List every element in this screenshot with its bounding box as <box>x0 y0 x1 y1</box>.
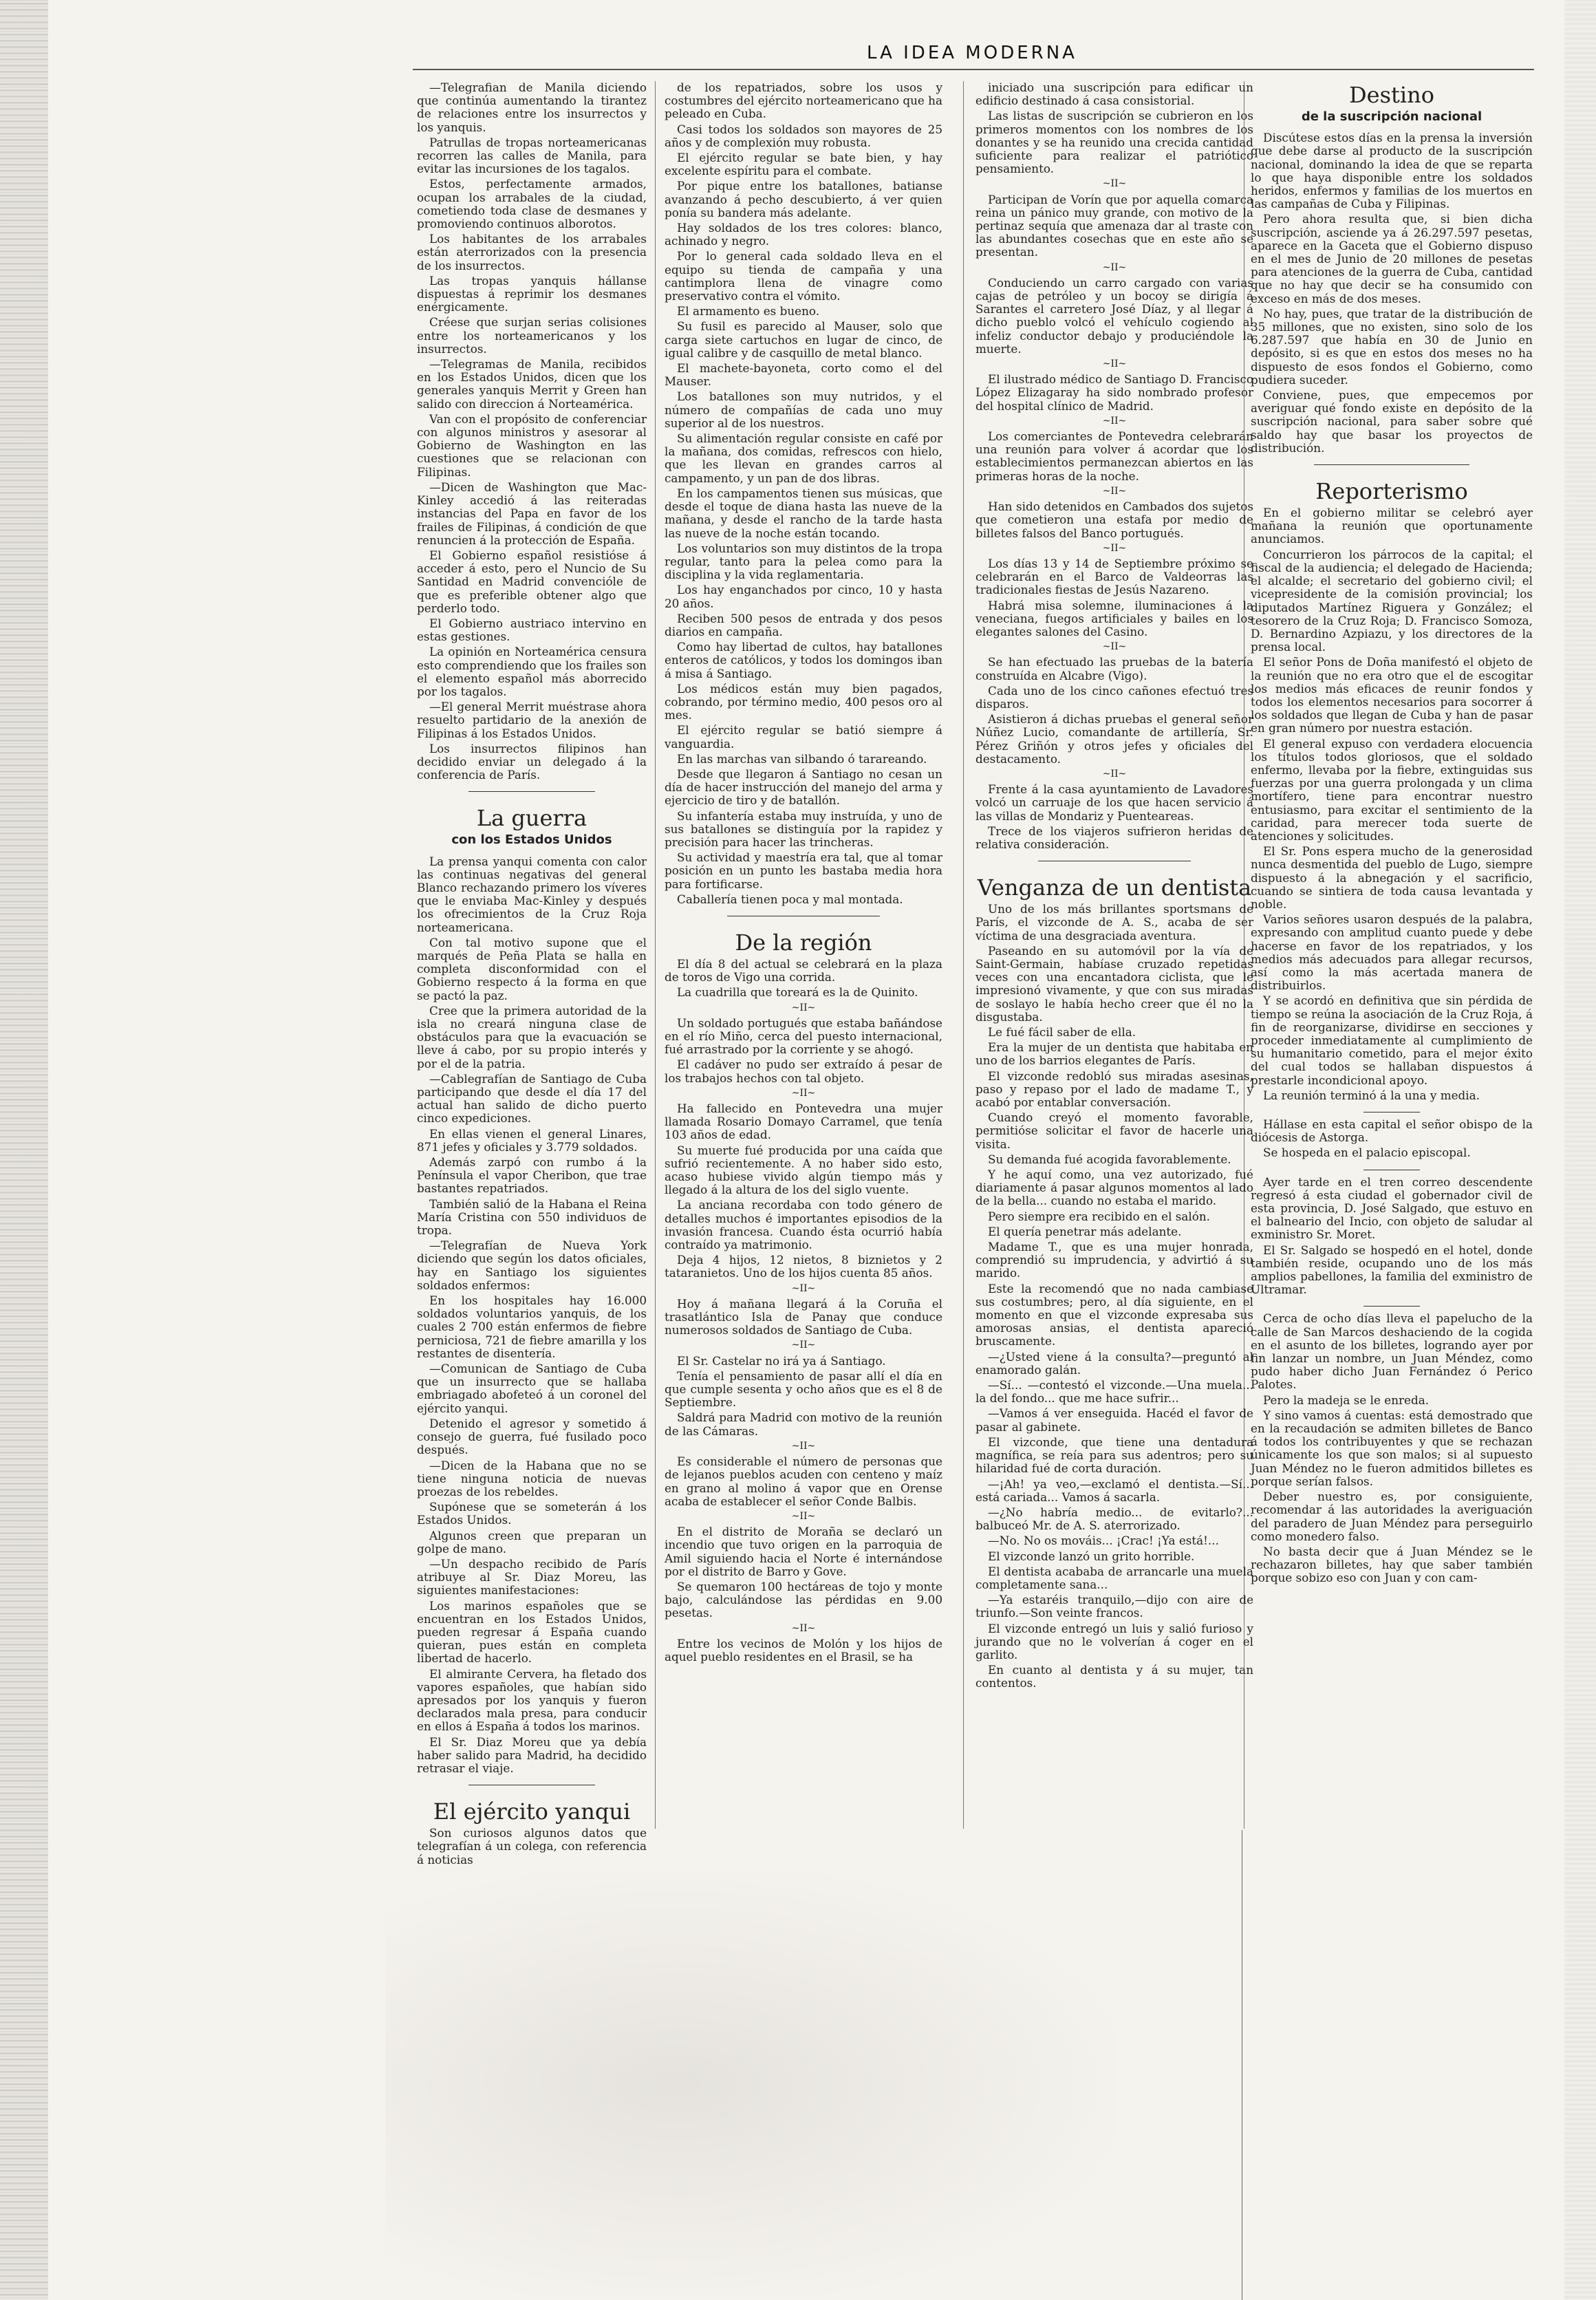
paragraph: Ha fallecido en Pontevedra una mujer llamada Rosario Domayo Carramel, que tenía 103 años de edad. <box>665 1101 942 1142</box>
paragraph: El quería penetrar más adelante. <box>988 1224 1182 1238</box>
paragraph: Madame T., que es una mujer honrada, comprendió su imprudencia, y advirtió á su marido. <box>975 1240 1253 1280</box>
paragraph: —¡Ah! ya veo,—exclamó el dentista.—Sí... está cariada... Vamos á sacarla. <box>975 1476 1253 1504</box>
column-rule-2 <box>963 81 964 1829</box>
paragraph: Su fusil es parecido al Mauser, solo que carga siete cartuchos en lugar de cinco, de igual calibre y de casquillo de metal blanco. <box>665 319 942 360</box>
paragraph: Cerca de ocho días lleva el papelucho de la calle de San Marcos deshaciendo de la cogida en el asunto de los billetes, logrando ayer por fin lanzar un nombre, un Juan Méndez, como pudo haber dicho Juan Fernández ó Perico Palotes. <box>1251 1311 1533 1392</box>
paragraph: En los hospitales hay 16.000 soldados voluntarios yanquis, de los cuales 2 700 están enfermos de fiebre perniciosa, 721 de fiebre amarilla y los restantes de disentería. <box>417 1293 647 1360</box>
paragraph: iniciado una suscripción para edificar un edificio destinado á casa consistorial. <box>975 80 1253 108</box>
column-3 <box>975 81 1253 1829</box>
paragraph: En los campamentos tienen sus músicas, que desde el toque de diana hasta las nueve de la mañana, y desde el rancho de la tarde hasta las nueve de la noche están tocando. <box>665 486 942 540</box>
paragraph: Pero ahora resulta que, si bien dicha suscripción, asciende ya á 26.297.597 pesetas, aparece en la Gaceta que el Gobierno dispuso en el mes de Junio de 20 millones de pesetas para atenciones de la guerra de Cuba, cantidad que no hay que decir se ha consumido con exceso en más de dos meses. <box>1251 212 1533 305</box>
paragraph: Conduciendo un carro cargado con varias cajas de petróleo y un bocoy se dirigía á Sarantes el carretero José Díaz, y al llegar á dicho pueblo volcó el vehículo cogiendo al infeliz conductor debajo y produciéndole la muerte. <box>975 275 1253 356</box>
paragraph: de los repatriados, sobre los usos y costumbres del ejército norteamericano que ha peleado en Cuba. <box>665 80 942 121</box>
section-heading-reporterismo: Reporterismo <box>1315 478 1468 505</box>
paragraph: En ellas vienen el general Linares, 871 jefes y oficiales y 3.779 soldados. <box>417 1126 647 1154</box>
paragraph: Se hospeda en el palacio episcopal. <box>1263 1146 1471 1160</box>
paragraph: Saldrá para Madrid con motivo de la reunión de las Cámaras. <box>665 1410 942 1438</box>
paragraph: Caballería tienen poca y mal montada. <box>677 892 903 906</box>
section-heading-de-la-region: De la región <box>735 929 872 956</box>
paragraph: Van con el propósito de conferenciar con algunos ministros y asesorar al Gobierno de Washington en las cuestiones que se relacionan con Filipinas. <box>417 411 647 479</box>
paragraph: Hay soldados de los tres colores: blanco, achinado y negro. <box>665 221 942 248</box>
column-4 <box>1251 81 1533 1829</box>
paragraph: Por lo general cada soldado lleva en el equipo su tienda de campaña y una cantimplora llena de vinagre como preservativo contra el vómito. <box>665 249 942 303</box>
paragraph: El día 8 del actual se celebrará en la plaza de toros de Vigo una corrida. <box>665 956 942 985</box>
ornament-separator: ~II~ <box>791 1440 816 1452</box>
ornament-separator: ~II~ <box>1102 358 1127 370</box>
paragraph: Y sino vamos á cuentas: está demostrado que en la recaudación se admiten billetes de Banco á todos los contribuyentes y que se rechazan únicamente los que son malos; si al supuesto Juan Méndez no le fueron admitidos billetes es porque serían falsos. <box>1251 1408 1533 1488</box>
paragraph: Discútese estos días en la prensa la inversión que debe darse al producto de la suscripción nacional, dominando la idea de que se reparta lo que haya disponible entre los soldados heridos, enfermos y familias de los muertos en las campañas de Cuba y Filipinas. <box>1251 131 1533 211</box>
paragraph: Su actividad y maestría era tal, que al tomar posición en un punto les bastaba media hora para fortificarse. <box>665 850 942 891</box>
paragraph: El vizconde lanzó un grito horrible. <box>988 1549 1195 1563</box>
paragraph: Un soldado portugués que estaba bañándose en el río Miño, cerca del puesto internacional, fué arrastrado por la corriente y se ahogó. <box>665 1015 942 1057</box>
paragraph: Los marinos españoles que se encuentran en los Estados Unidos, pueden regresar á España cuando quieran, pues están en completa libertad de hacerlo. <box>417 1598 647 1666</box>
paragraph: El cadáver no pudo ser extraído á pesar de los trabajos hechos con tal objeto. <box>665 1057 942 1085</box>
paragraph: Le fué fácil saber de ella. <box>988 1025 1136 1039</box>
section-subheading: con los Estados Unidos <box>451 832 612 848</box>
paragraph: Era la mujer de un dentista que habitaba en uno de los barrios elegantes de París. <box>975 1040 1253 1068</box>
paragraph: Conviene, pues, que empecemos por averiguar qué fondo existe en depósito de la suscripción nacional, para saber sobre qué saldo hay que basar los proyectos de distribución. <box>1251 388 1533 455</box>
paragraph: En el gobierno militar se celebró ayer mañana la reunión que oportunamente anunciamos. <box>1251 506 1533 546</box>
paragraph: Su alimentación regular consiste en café por la mañana, dos comidas, refrescos con hielo, que les llevan en grandes carros al campamento, y un pan de dos libras. <box>665 431 942 485</box>
paragraph: Trece de los viajeros sufrieron heridas de relativa consideración. <box>975 824 1253 851</box>
paragraph: El dentista acababa de arrancarle una muela completamente sana... <box>975 1564 1253 1591</box>
paragraph: Se quemaron 100 hectáreas de tojo y monte bajo, calculándose las pérdidas en 9.00 pesetas. <box>665 1579 942 1620</box>
paragraph: —¿No habría medio... de evitarlo?... balbuceó Mr. de A. S. aterrorizado. <box>975 1505 1253 1533</box>
paragraph: Cada uno de los cinco cañones efectuó tres disparos. <box>975 683 1253 711</box>
paragraph: Como hay libertad de cultos, hay batallones enteros de católicos, y todos los domingos iban á misa á Santiago. <box>665 640 942 680</box>
ornament-separator: ~II~ <box>791 1087 816 1099</box>
ornament-separator: ~II~ <box>1102 542 1127 554</box>
section-heading-destino: Destino <box>1349 82 1434 108</box>
paragraph: Su demanda fué acogida favorablemente. <box>988 1152 1231 1166</box>
paragraph: —Dicen de Washington que Mac-Kinley accedió á las reiteradas instancias del Papa en favor de los frailes de Filipinas, á condición de que renuncien á la protección de España. <box>417 480 647 547</box>
ornament-separator: ~II~ <box>1102 415 1127 427</box>
paragraph: Estos, perfectamente armados, ocupan los arrabales de la ciudad, cometiendo toda clase de desmanes y promoviendo continuos alborotos. <box>417 177 647 231</box>
paragraph: —Vamos á ver enseguida. Hacéd el favor de pasar al gabinete. <box>975 1406 1253 1434</box>
ornament-separator: ~II~ <box>1102 768 1127 780</box>
paragraph: El Gobierno español resistióse á acceder á esto, pero el Nuncio de Su Santidad en Madrid convencióle de que es preferible obtener algo que perderlo todo. <box>417 548 647 615</box>
paragraph: La opinión en Norteamérica censura esto comprendiendo que los frailes son el elemento español más aborrecido por los tagalos. <box>417 645 647 698</box>
paragraph: Además zarpó con rumbo á la Península el vapor Cheribon, que trae bastantes repatriados. <box>417 1155 647 1196</box>
paragraph: El Sr. Salgado se hospedó en el hotel, donde también reside, ocupando uno de los más amplios pabellones, la familia del exministro de Ultramar. <box>1251 1243 1533 1297</box>
paragraph: El ilustrado médico de Santiago D. Francisco López Elizagaray ha sido nombrado profesor del hospital clínico de Madrid. <box>975 372 1253 413</box>
section-divider <box>468 791 595 792</box>
paragraph: Son curiosos algunos datos que telegrafían á un colega, con referencia á noticias <box>417 1826 647 1867</box>
paragraph: Los insurrectos filipinos han decidido enviar un delegado á la conferencia de París. <box>417 741 647 782</box>
paragraph: El Sr. Castelar no irá ya á Santiago. <box>677 1353 886 1368</box>
paragraph: En el distrito de Moraña se declaró un incendio que tuvo origen en la parroquia de Amil siguiendo hacia el Norte é internándose por el distrito de Barro y Gove. <box>665 1525 942 1578</box>
paragraph: No basta decir que á Juan Méndez se le rechazaron billetes, hay que saber también porque sobizo eso con Juan y con cam- <box>1251 1544 1533 1585</box>
paragraph: —Telegramas de Manila, recibidos en los Estados Unidos, dicen que los generales yanquis Merrit y Green han salido con direccion á Norteamérica. <box>417 357 647 411</box>
paragraph: Y he aquí como, una vez autorizado, fué diariamente á pasar algunos momentos al lado de la bella... cuando no estaba el marido. <box>975 1168 1253 1208</box>
paragraph: El vizconde redobló sus miradas asesinas, paso y repaso por el lado de madame T., y acabó por entablar conversación. <box>975 1068 1253 1110</box>
paragraph: El Sr. Pons espera mucho de la generosidad nunca desmentida del pueblo de Lugo, siempre dispuesto á la abnegación y el sacrificio, cuando se sintiera de toda causa levantada y noble. <box>1251 844 1533 911</box>
ornament-separator: ~II~ <box>1102 641 1127 653</box>
section-divider <box>1314 464 1469 465</box>
section-heading-venganza-dentista: Venganza de un dentista <box>977 874 1252 901</box>
paragraph: Paseando en su automóvil por la vía de Saint-Germain, habíase cruzado repetidas veces con una encantadora ciclista, que le impresionó vivamente, y que con sus miradas de soslayo le había hecho creer que él no la disgustaba. <box>975 943 1253 1024</box>
paragraph: Tenía el pensamiento de pasar allí el día en que cumple sesenta y ocho años que es el 8 de Septiembre. <box>665 1368 942 1410</box>
paragraph: Y se acordó en definitiva que sin pérdida de tiempo se reúna la asociación de la Cruz Roja, á fin de reorganizarse, dividirse en secciones y proceder inmediatamente al cumplimiento de su humanitario cometido, para el mejor éxito del cual todos se hallaban dispuestos á prestarle incondicional apoyo. <box>1251 993 1533 1087</box>
paragraph: Con tal motivo supone que el marqués de Peña Plata se halla en completa disconformidad con el Gobierno respecto á la forma en que se pactó la paz. <box>417 935 647 1002</box>
paragraph: Concurrieron los párrocos de la capital; el fiscal de la audiencia; el delegado de Hacienda; el alcalde; el secretario del gobierno civil; el vicepresidente de la comisión provincial; los diputados Martínez Riguera y González; el tesorero de la Cruz Roja; D. Francisco Somoza, D. Bernardino Azpiazu, y los directores de la prensa local. <box>1251 547 1533 654</box>
paragraph: Los médicos están muy bien pagados, cobrando, por término medio, 400 pesos oro al mes. <box>665 681 942 722</box>
ornament-separator: ~II~ <box>1102 485 1127 497</box>
newspaper-masthead: LA IDEA MODERNA <box>867 43 1077 63</box>
paragraph: El ejército regular se bate bien, y hay excelente espíritu para el combate. <box>665 151 942 178</box>
paragraph: Los comerciantes de Pontevedra celebrarán una reunión para volver á acordar que los establecimientos permanezcan abiertos en las primeras horas de la noche. <box>975 429 1253 483</box>
paragraph: La anciana recordaba con todo género de detalles muchos é importantes episodios de la invasión francesa. Cuando ésta ocurrió había contraído ya matrimonio. <box>665 1198 942 1252</box>
paragraph: —Ya estaréis tranquilo,—dijo con aire de triunfo.—Son veinte francos. <box>975 1593 1253 1620</box>
paragraph: Hoy á mañana llegará á la Coruña el trasatlántico Isla de Panay que conduce numerosos soldados de Santiago de Cuba. <box>665 1296 942 1337</box>
paragraph: El general expuso con verdadera elocuencia los títulos todos gloriosos, que el soldado enfermo, llevaba por la fiebre, extinguidas sus fuerzas por una guerra prolongada y un clima mortífero, tiene para encontrar nuestro entusiasmo, para excitar el sentimiento de la caridad, para merecer toda suerte de atenciones y solicitudes. <box>1251 736 1533 843</box>
scan-right-edge <box>1564 0 1596 2300</box>
paragraph: Pero la madeja se le enreda. <box>1263 1393 1430 1407</box>
paragraph: También salió de la Habana el Reina María Cristina con 550 individuos de tropa. <box>417 1196 647 1238</box>
short-divider <box>1363 1306 1420 1307</box>
ornament-separator: ~II~ <box>791 1340 816 1351</box>
column-1 <box>417 80 647 1867</box>
paragraph: El vizconde entregó un luis y salió furioso y jurando que no le volverían á coger en el garlito. <box>975 1621 1253 1662</box>
paragraph: Patrullas de tropas norteamericanas recorren las calles de Manila, para evitar las incursiones de los tagalos. <box>417 135 647 176</box>
section-heading-ejercito-yanqui: El ejército yanqui <box>433 1798 631 1825</box>
paragraph: Reciben 500 pesos de entrada y dos pesos diarios en campaña. <box>665 611 942 638</box>
paragraph: Por pique entre los batallones, batianse avanzando á pecho descubierto, á ver quien ponía su bandera más adelante. <box>665 179 942 219</box>
paragraph: Las listas de suscripción se cubrieron en los primeros momentos con los nombres de los donantes y se ha reunido una crecida cantidad suficiente para realizar el patriótico pensamiento. <box>975 109 1253 176</box>
ornament-separator: ~II~ <box>1102 261 1127 273</box>
paragraph: El vizconde, que tiene una dentadura magnífica, se reía para sus adentros; pero su hilaridad fué de corta duración. <box>975 1434 1253 1476</box>
paragraph: Los hay enganchados por cinco, 10 y hasta 20 años. <box>665 583 942 610</box>
paragraph: Supónese que se someterán á los Estados Unidos. <box>417 1500 647 1527</box>
paragraph: —Comunican de Santiago de Cuba que un insurrecto que se hallaba embriagado abofeteó á un coronel del ejército yanqui. <box>417 1362 647 1415</box>
paragraph: Han sido detenidos en Cambados dos sujetos que cometieron una estafa por medio de billetes falsos del Banco portugués. <box>975 499 1253 540</box>
paragraph: No hay, pues, que tratar de la distribución de 35 millones, que no existen, sino solo de los 6.287.597 que había en 30 de Junio en depósito, si es que en estos dos meses no ha dispuesto de esos fondos el Gobierno, como pudiera suceder. <box>1251 306 1533 387</box>
paragraph: Los voluntarios son muy distintos de la tropa regular, tanto para la pelea como para la disciplina y la vida reglamentaria. <box>665 541 942 582</box>
header-rule <box>413 69 1534 70</box>
paragraph: Detenido el agresor y sometido á consejo de guerra, fué fusilado poco después. <box>417 1416 647 1457</box>
paragraph: Casi todos los soldados son mayores de 25 años y de complexión muy robusta. <box>665 122 942 149</box>
ornament-separator: ~II~ <box>1102 178 1127 190</box>
scan-left-edge <box>0 0 48 2300</box>
paragraph: El ejército regular se batió siempre á vanguardia. <box>665 723 942 751</box>
paragraph: —Dicen de la Habana que no se tiene ninguna noticia de nuevas proezas de los rebeldes. <box>417 1458 647 1498</box>
paragraph: Los habitantes de los arrabales están aterrorizados con la presencia de los insurrectos. <box>417 232 647 272</box>
paragraph: Frente á la casa ayuntamiento de Lavadores volcó un carruaje de los que hacen servicio á las villas de Mondariz y Puenteareas. <box>975 782 1253 823</box>
paragraph: Participan de Vorín que por aquella comarca reina un pánico muy grande, con motivo de la pertinaz sequía que amenaza dar al traste con las abundantes cosechas que en este año se presentan. <box>975 192 1253 259</box>
paragraph: —Un despacho recibido de París atribuye al Sr. Diaz Moreu, las siguientes manifestaciones: <box>417 1556 647 1598</box>
paragraph: Uno de los más brillantes sportsmans de París, el vizconde de A. S., acaba de ser víctima de una desgraciada aventura. <box>975 902 1253 943</box>
paragraph: —Sí... —contestó el vizconde.—Una muela... la del fondo... que me hace sufrir... <box>975 1378 1253 1406</box>
ornament-separator: ~II~ <box>791 1622 816 1634</box>
paragraph: Es considerable el número de personas que de lejanos pueblos acuden con centeno y maíz en grano al molino á vapor que en Orense acaba de establecer el señor Conde Balbis. <box>665 1454 942 1508</box>
paragraph: Su infantería estaba muy instruída, y uno de sus batallones se distinguía por la rapidez y precisión para hacer las trincheras. <box>665 808 942 849</box>
paragraph: La reunión terminó á la una y media. <box>1263 1088 1480 1102</box>
column-2 <box>665 81 942 1829</box>
paragraph: —No. No os mováis... ¡Crac! ¡Ya está!... <box>988 1534 1219 1548</box>
paragraph: Pero siempre era recibido en el salón. <box>988 1209 1211 1223</box>
paragraph: Las tropas yanquis hállanse dispuestas á reprimir los desmanes enérgicamente. <box>417 273 647 314</box>
paragraph: El almirante Cervera, ha fletado dos vapores españoles, que habían sido apresados por los yanquis y fueron declarados mala presa, para conducir en ellos á España á todos los marinos. <box>417 1666 647 1734</box>
paragraph: Habrá misa solemne, iluminaciones á la veneciana, fuegos artificiales y bailes en los elegantes salones del Casino. <box>975 598 1253 638</box>
paragraph: Entre los vecinos de Molón y los hijos de aquel pueblo residentes en el Brasil, se ha <box>665 1636 942 1664</box>
paragraph: En cuanto al dentista y á su mujer, tan contentos. <box>975 1663 1253 1690</box>
paragraph: Cree que la primera autoridad de la isla no creará ninguna clase de obstáculos para que la evacuación se lleve á cabo, por su propio interés y por el de la patria. <box>417 1003 647 1071</box>
section-subheading: de la suscripción nacional <box>1301 109 1482 124</box>
paragraph: El Sr. Diaz Moreu que ya debía haber salido para Madrid, ha decidido retrasar el viaje. <box>417 1734 647 1775</box>
paragraph: —Cablegrafían de Santiago de Cuba participando que desde el día 17 del actual han salido de dicho puerto cinco expediciones. <box>417 1071 647 1126</box>
paragraph: Desde que llegaron á Santiago no cesan un día de hacer instrucción del manejo del arma y ejercicio de tiro y de batallón. <box>665 766 942 808</box>
paragraph: —¿Usted viene á la consulta?—preguntó al enamorado galán. <box>975 1349 1253 1377</box>
paragraph: El Gobierno austriaco intervino en estas gestiones. <box>417 616 647 644</box>
ornament-separator: ~II~ <box>791 1510 816 1522</box>
paragraph: Cuando creyó el momento favorable, permitióse solicitar el favor de hacerle una visita. <box>975 1110 1253 1151</box>
paragraph: En las marchas van silbando ó tarareando. <box>677 751 927 766</box>
scan-bleed-through <box>385 1871 1114 2298</box>
paragraph: Deja 4 hijos, 12 nietos, 8 biznietos y 2 tataranietos. Uno de los hijos cuenta 85 años. <box>665 1253 942 1280</box>
paragraph: Este la recomendó que no nada cambiase sus costumbres; pero, al día siguiente, en el momento en que el vizconde expresaba sus amorosas ansias, el dentista apareció bruscamente. <box>975 1281 1253 1348</box>
paragraph: Varios señores usaron después de la palabra, expresando con amplitud cuanto puede y debe hacerse en favor de los repatriados, y los medios más adecuados para allegar recursos, así como la más acertada manera de distribuirlos. <box>1251 912 1533 993</box>
column-rule-1 <box>655 81 656 1829</box>
paragraph: La prensa yanqui comenta con calor las continuas negativas del general Blanco rechazando primero los víveres que le enviaba Mac-Kinley y después los ofrecimientos de la Cruz Roja norteamericana. <box>417 854 647 934</box>
paragraph: Su muerte fué producida por una caída que sufrió recientemente. A no haber sido esto, acaso hubiese vivido algún tiempo más y llegado á la altura de los del siglo vuente. <box>665 1143 942 1197</box>
paragraph: Créese que surjan serias colisiones entre los norteamericanos y los insurrectos. <box>417 315 647 356</box>
paragraph: Los días 13 y 14 de Septiembre próximo se celebrarán en el Barco de Valdeorras las tradicionales fiestas de Jesús Nazareno. <box>975 556 1253 597</box>
paragraph: —Telegrafian de Manila diciendo que continúa aumentando la tirantez de relaciones entre los insurrectos y los yanquis. <box>417 80 647 134</box>
paragraph: Asistieron á dichas pruebas el general señor Núñez Lucio, comandante de artillería, Sr. Pérez Griñón y otros jefes y oficiales del destacamento. <box>975 712 1253 766</box>
paragraph: Deber nuestro es, por consiguiente, recomendar á las autoridades la averiguación del paradero de Juan Méndez para perseguirlo como monedero falso. <box>1251 1490 1533 1543</box>
paragraph: Los batallones son muy nutridos, y el número de compañías de cada uno muy superior al de los nuestros. <box>665 389 942 430</box>
paragraph: —Telegrafían de Nueva York diciendo que según los datos oficiales, hay en Santiago los siguientes soldados enfermos: <box>417 1238 647 1292</box>
paragraph: El señor Pons de Doña manifestó el objeto de la reunión que no era otro que el de escogitar los medios más eficaces de reunir fondos y todos los elementos necesarios para socorrer á los soldados que llegan de Cuba y han de pasar en gran número por nuestra estación. <box>1251 655 1533 735</box>
paragraph: El armamento es bueno. <box>677 304 820 319</box>
paragraph: El machete-bayoneta, corto como el del Mauser. <box>665 361 942 389</box>
paragraph: La cuadrilla que toreará es la de Quinito. <box>677 985 918 1000</box>
ornament-separator: ~II~ <box>791 1282 816 1294</box>
short-divider <box>1363 1112 1420 1113</box>
ornament-separator: ~II~ <box>791 1002 816 1013</box>
paragraph: Algunos creen que preparan un golpe de mano. <box>417 1528 647 1556</box>
paragraph: —El general Merrit muéstrase ahora resuelto partidario de la anexión de Filipinas á los Estados Unidos. <box>417 700 647 740</box>
paragraph: Ayer tarde en el tren correo descendente regresó á esta ciudad el gobernador civil de esta provincia, D. José Salgado, que estuvo en el balneario del Incio, con objeto de saludar al exministro Sr. Moret. <box>1251 1174 1533 1242</box>
paragraph: Se han efectuado las pruebas de la batería construída en Alcabre (Vigo). <box>975 655 1253 683</box>
section-heading-la-guerra: La guerra <box>476 805 587 832</box>
paragraph: Hállase en esta capital el señor obispo de la diócesis de Astorga. <box>1251 1117 1533 1145</box>
